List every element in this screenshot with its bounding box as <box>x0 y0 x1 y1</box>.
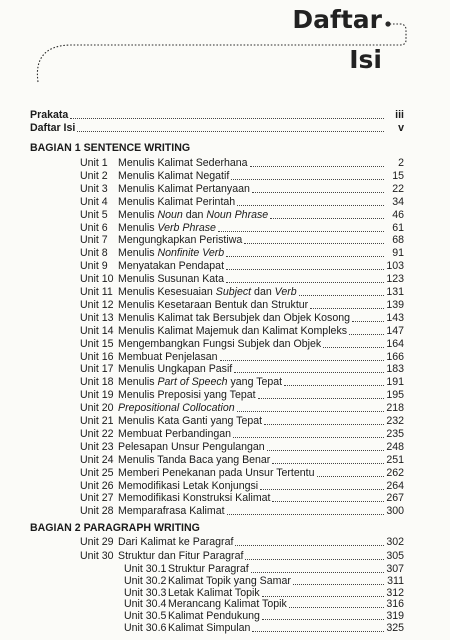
toc-entry[interactable] <box>80 273 404 285</box>
unit-number: Unit 22 <box>80 427 114 440</box>
toc-entry[interactable] <box>80 260 404 272</box>
entry-title: Pelesapan Unsur Pengulangan <box>118 440 265 453</box>
entry-title-italic: Verb <box>274 286 297 298</box>
page-number: 300 <box>386 505 404 518</box>
unit-number: Unit 26 <box>80 479 114 492</box>
unit-number: Unit 15 <box>80 337 114 350</box>
entry-title: Memodifikasi Konstruksi Kalimat <box>118 492 271 505</box>
page-number: 325 <box>386 622 404 634</box>
page-number: 34 <box>392 195 404 208</box>
entry-title: Menulis Kesetaraan Bentuk dan Struktur <box>118 298 309 311</box>
subunit-number: Unit 30.6 <box>124 622 167 634</box>
toc-entry[interactable] <box>80 170 404 182</box>
unit-title-group <box>118 363 232 375</box>
entry-title: Menulis Kalimat Perintah <box>118 195 236 208</box>
entry-title: Prakata <box>30 109 69 121</box>
entry-title: Memparafrasa Kalimat <box>118 505 225 518</box>
unit-title-group <box>118 505 225 517</box>
unit-title-group <box>118 338 321 350</box>
unit-number: Unit 23 <box>80 440 114 453</box>
toc-entry[interactable] <box>80 247 404 259</box>
unit-number: Unit 17 <box>80 363 114 376</box>
page-number: 61 <box>392 221 404 234</box>
dot-leader <box>77 131 384 132</box>
unit-number: Unit 18 <box>80 376 114 389</box>
entry-title: yang Tepat <box>227 376 283 389</box>
entry-title-italic: Noun Phrase <box>206 208 269 221</box>
toc-entry[interactable] <box>80 376 404 388</box>
dot-leader <box>317 476 385 477</box>
toc-entry[interactable] <box>80 351 404 363</box>
entry-title: Menulis <box>118 208 158 221</box>
entry-title: Kalimat Topik yang Samar <box>168 574 291 587</box>
toc-entry[interactable] <box>124 563 404 575</box>
subunit-number: Unit 30.3 <box>124 586 167 599</box>
page-number: 235 <box>386 427 404 440</box>
page-number: 147 <box>386 324 404 337</box>
toc-entry[interactable] <box>80 183 404 195</box>
dot-leader <box>258 398 384 399</box>
dot-leader <box>250 166 384 167</box>
dot-leader <box>293 584 384 585</box>
entry-title: Dari Kalimat ke Paragraf <box>118 536 234 548</box>
dot-leader <box>251 572 384 573</box>
dot-leader <box>234 372 384 373</box>
dot-leader <box>226 269 384 270</box>
page-number: 22 <box>392 182 404 195</box>
entry-title: Struktur Paragraf <box>168 563 249 575</box>
entry-title-italic: Part of Speech <box>157 376 228 389</box>
entry-title: Menulis Kalimat Pertanyaan <box>118 182 250 195</box>
page-number: 15 <box>392 169 404 182</box>
page-number: 305 <box>386 550 404 562</box>
entry-title: Menulis Kalimat Negatif <box>118 169 230 182</box>
entry-title-italic: Prepositional Collocation <box>118 402 235 415</box>
dot-leader <box>260 489 384 490</box>
page-number: 131 <box>386 286 404 298</box>
dot-leader <box>235 545 384 546</box>
dot-leader <box>270 218 384 219</box>
toc-entry[interactable] <box>80 312 404 324</box>
dot-leader <box>299 295 384 296</box>
page-title: Daftar Isi <box>292 5 382 74</box>
unit-number: Unit 12 <box>80 298 114 311</box>
entry-title: Membuat Penjelasan <box>118 350 218 363</box>
toc-entry[interactable] <box>124 598 404 610</box>
entry-title: Memodifikasi Letak Konjungsi <box>118 479 259 492</box>
unit-title-group <box>118 247 224 259</box>
bullet-dot-icon <box>385 21 390 26</box>
dot-leader <box>218 231 384 232</box>
page-number: 46 <box>392 208 404 221</box>
page-number: 191 <box>386 376 404 389</box>
toc-entry[interactable] <box>80 157 404 169</box>
dot-leader <box>226 256 384 257</box>
dot-leader <box>233 437 384 438</box>
unit-number: Unit 21 <box>80 415 114 427</box>
unit-number: Unit 13 <box>80 311 114 324</box>
unit-number: Unit 25 <box>80 466 114 479</box>
entry-title: Menulis Preposisi yang Tepat <box>118 389 256 402</box>
entry-title: Menulis Ungkapan Pasif <box>118 363 233 376</box>
dot-leader <box>310 308 384 309</box>
page-number: 267 <box>386 492 404 505</box>
dot-leader <box>252 192 384 193</box>
entry-title: Menulis Kalimat tak Bersubjek dan Objek Kosong <box>118 311 351 324</box>
unit-number: Unit 14 <box>80 324 114 337</box>
entry-title: Kalimat Simpulan <box>168 622 251 634</box>
unit-title-group <box>118 286 297 298</box>
entry-title-italic: Nonfinite Verb <box>157 247 225 260</box>
unit-number: Unit 1 <box>80 157 108 169</box>
page-number: 251 <box>386 453 404 466</box>
subunit-number: Unit 30.4 <box>124 598 167 611</box>
page-number: 2 <box>398 157 404 169</box>
dot-leader <box>227 514 384 515</box>
toc-entry[interactable] <box>80 415 404 427</box>
unit-number: Unit 7 <box>80 234 108 247</box>
toc-entry[interactable] <box>80 454 404 466</box>
toc-entry[interactable] <box>124 587 404 599</box>
entry-title: Merancang Kalimat Topik <box>168 598 287 611</box>
dot-leader <box>289 607 384 608</box>
page-number: 166 <box>386 350 404 363</box>
entry-title: dan <box>182 208 207 221</box>
unit-number: Unit 28 <box>80 505 114 518</box>
entry-title: Memberi Penekanan pada Unsur Tertentu <box>118 466 315 479</box>
unit-title-group <box>118 157 248 169</box>
page-number: 264 <box>386 479 404 492</box>
entry-title: Letak Kalimat Topik <box>168 586 260 599</box>
dot-leader <box>284 385 384 386</box>
unit-title-group <box>118 441 265 453</box>
unit-title-group <box>118 273 224 285</box>
entry-title: Daftar Isi <box>30 122 76 134</box>
toc-entry[interactable] <box>80 402 404 414</box>
page-number: 307 <box>386 563 404 575</box>
unit-title-group <box>118 376 282 388</box>
entry-title: Mengungkapkan Peristiwa <box>118 234 243 247</box>
page-number: 316 <box>386 598 404 611</box>
toc-entry[interactable] <box>80 299 404 311</box>
page-number: 195 <box>386 389 404 402</box>
dot-leader <box>244 243 384 244</box>
entry-title: Menulis Susunan Kata <box>118 273 225 286</box>
unit-title-group <box>118 480 258 492</box>
entry-title-italic: Noun <box>157 208 183 221</box>
unit-title-group <box>118 351 218 363</box>
entry-title: Mengembangkan Fungsi Subjek dan Objek <box>118 337 322 350</box>
page-number: 319 <box>386 610 404 623</box>
page-number: 123 <box>386 273 404 286</box>
entry-title: Menulis Kata Ganti yang Tepat <box>118 415 263 427</box>
entry-title: Menulis Kalimat Majemuk dan Kalimat Kompleks <box>118 324 348 337</box>
page-number: 164 <box>386 337 404 350</box>
toc-entry[interactable] <box>80 325 404 337</box>
page-number: 248 <box>386 440 404 453</box>
entry-title-italic: Subject <box>215 286 252 298</box>
toc-entry[interactable] <box>80 209 404 221</box>
dot-leader <box>226 282 384 283</box>
unit-title-group <box>118 183 250 195</box>
unit-title-group <box>118 454 270 466</box>
dot-leader <box>267 450 384 451</box>
unit-title-group <box>118 402 235 414</box>
toc-entry[interactable] <box>80 480 404 492</box>
entry-title: Menulis Kesesuaian <box>118 286 216 298</box>
unit-number: Unit 30 <box>80 550 114 562</box>
unit-number: Unit 6 <box>80 221 108 234</box>
unit-number: Unit 8 <box>80 247 108 260</box>
unit-title-group <box>118 312 350 324</box>
page-number: 183 <box>386 363 404 376</box>
entry-title: Menulis Kalimat Sederhana <box>118 157 248 169</box>
section-heading: BAGIAN 2 PARAGRAPH WRITING <box>30 522 200 534</box>
unit-title-group <box>118 467 315 479</box>
toc-entry[interactable] <box>124 622 404 634</box>
page-number: 302 <box>386 536 404 548</box>
page-number: 232 <box>386 415 404 427</box>
toc-entry[interactable] <box>80 196 404 208</box>
toc-entry[interactable] <box>80 389 404 401</box>
page-number: 312 <box>386 586 404 599</box>
entry-title-italic: Verb Phrase <box>157 221 216 234</box>
dot-leader <box>70 118 384 119</box>
toc-entry[interactable] <box>124 610 404 622</box>
page-number: 139 <box>386 298 404 311</box>
dot-leader <box>252 631 384 632</box>
unit-title-group <box>118 260 224 272</box>
toc-entry[interactable] <box>80 338 404 350</box>
unit-title-group <box>118 415 262 427</box>
unit-number: Unit 20 <box>80 402 114 415</box>
toc-entry[interactable] <box>124 575 404 587</box>
unit-number: Unit 2 <box>80 169 108 182</box>
toc-entry[interactable] <box>80 536 404 548</box>
toc-entry[interactable] <box>30 122 404 134</box>
dot-leader <box>220 360 384 361</box>
page-number: 218 <box>386 402 404 415</box>
dot-leader <box>272 463 384 464</box>
dot-leader <box>231 179 384 180</box>
unit-number: Unit 27 <box>80 492 114 505</box>
unit-number: Unit 10 <box>80 273 114 286</box>
unit-number: Unit 5 <box>80 208 108 221</box>
unit-title-group <box>118 492 270 504</box>
section-heading: BAGIAN 1 SENTENCE WRITING <box>30 142 191 154</box>
entry-title: Menulis Tanda Baca yang Benar <box>118 453 271 466</box>
page-number: v <box>398 122 404 134</box>
toc-entry[interactable] <box>80 550 404 562</box>
toc-entry[interactable] <box>80 222 404 234</box>
entry-title: Menulis <box>118 376 158 389</box>
unit-title-group <box>118 325 347 337</box>
subunit-number: Unit 30.5 <box>124 610 167 623</box>
unit-title-group <box>118 428 231 440</box>
toc-entry[interactable] <box>80 428 404 440</box>
dot-leader <box>245 559 384 560</box>
page-number: 311 <box>387 574 404 587</box>
page-number: iii <box>395 109 404 121</box>
toc-entry[interactable] <box>80 363 404 375</box>
subunit-number: Unit 30.2 <box>124 574 167 587</box>
dot-leader <box>262 596 384 597</box>
unit-title-group <box>118 196 235 208</box>
entry-title: Struktur dan Fitur Paragraf <box>118 550 244 562</box>
dot-leader <box>352 321 384 322</box>
dot-leader <box>262 619 384 620</box>
subunit-number: Unit 30.1 <box>124 563 167 575</box>
entry-title: Menulis <box>118 221 158 234</box>
dot-leader <box>237 205 384 206</box>
toc-entry[interactable] <box>80 441 404 453</box>
toc-entry[interactable] <box>80 505 404 517</box>
unit-number: Unit 16 <box>80 350 114 363</box>
entry-title: Menyatakan Pendapat <box>118 260 225 273</box>
unit-number: Unit 19 <box>80 389 114 402</box>
unit-number: Unit 3 <box>80 182 108 195</box>
unit-number: Unit 4 <box>80 195 108 208</box>
unit-title-group <box>118 222 216 234</box>
unit-title-group <box>118 299 308 311</box>
unit-title-group <box>118 209 268 221</box>
unit-title-group <box>118 234 242 246</box>
unit-title-group <box>118 170 229 182</box>
header-decoration <box>0 0 450 100</box>
unit-number: Unit 11 <box>80 286 113 298</box>
toc-entry[interactable] <box>30 109 404 121</box>
unit-number: Unit 24 <box>80 453 114 466</box>
page-number: 143 <box>386 311 404 324</box>
toc-entry[interactable] <box>80 286 404 298</box>
page-number: 91 <box>392 247 404 260</box>
unit-title-group <box>118 389 256 401</box>
toc-entry[interactable] <box>80 467 404 479</box>
dot-leader <box>237 411 384 412</box>
dot-leader <box>272 501 384 502</box>
page-number: 262 <box>386 466 404 479</box>
dot-leader <box>349 334 384 335</box>
entry-title: Kalimat Pendukung <box>168 610 260 623</box>
toc-entry[interactable] <box>80 492 404 504</box>
entry-title: Membuat Perbandingan <box>118 427 232 440</box>
entry-title: dan <box>251 286 275 298</box>
page-number: 103 <box>386 260 404 273</box>
toc-entry[interactable] <box>80 234 404 246</box>
dot-leader <box>264 424 384 425</box>
entry-title: Menulis <box>118 247 158 260</box>
unit-number: Unit 9 <box>80 260 108 273</box>
page-number: 68 <box>392 234 404 247</box>
unit-number: Unit 29 <box>80 536 114 548</box>
dot-leader <box>323 347 384 348</box>
